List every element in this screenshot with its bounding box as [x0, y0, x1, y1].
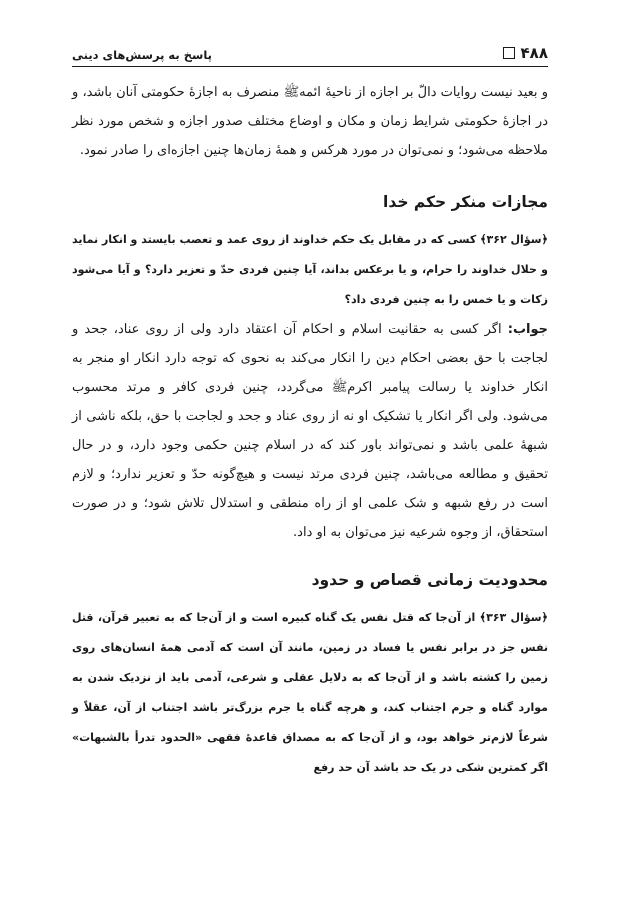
- section-heading-time-limit: محدودیت زمانی قصاص و حدود: [311, 571, 548, 589]
- section-heading-punishment-denier: مجازات منکر حکم خدا: [383, 193, 548, 211]
- page-number-block: [503, 44, 548, 62]
- question-363: ﴿سؤال ۳۶۳﴾ از آن‌جا که قتل نفس یک گناه کبیره است و از آن‌جا که به تعبیر قرآن، قتل نفس جز در برابر نفس یا فساد در زمین، مانند آن است که آدمی همهٔ انسان‌های روی زمین را کشته باشد و از آن‌جا که به دلایل عقلی و شرعی، آدمی باید از نزدیک شدن به موارد گناه و جرم اجتناب کند، و هرچه گناه یا جرم بزرگ‌تر باشد اجتناب از آن، عقلاً و شرعاً لازم‌تر خواهد بود، و از آن‌جا که به مصداق قاعدهٔ فقهی «الحدود تدرأ بالشبهات» اگر کمترین شکی در یک حد باشد آن حد رفع: [72, 611, 548, 774]
- running-title: پاسخ به پرسش‌های دینی: [72, 48, 212, 62]
- answer-362: [72, 315, 548, 547]
- page-body: [72, 78, 548, 783]
- question-362: ﴿سؤال ۳۶۲﴾ کسی که در مقابل یک حکم خداوند از روی عمد و تعصب بایستد و انکار نماید و حلال خداوند را حرام، و یا برعکس بداند، آیا چنین فردی حدّ و تعزیر دارد؟ و آیا می‌شود زکات و یا خمس را به چنین فردی داد؟: [72, 233, 548, 306]
- intro-paragraph: و بعید نیست روایات دالّ بر اجازه از ناحیهٔ ائمهﷺ منصرف به اجازهٔ حکومتی آنان باشد، و در اجازهٔ حکومتی شرایط زمان و مکان و اوضاع مختلف صدور اجازه و شخص مورد نظر ملاحظه می‌شود؛ و نمی‌توان در مورد هرکس و همهٔ زمان‌ها چنین اجازه‌ای را صادر نمود.: [72, 85, 548, 158]
- answer-text: اگر کسی به حقانیت اسلام و احکام آن اعتقاد دارد ولی از روی عناد، جحد و لجاجت با حق بعضی احکام دین را انکار می‌کند به نحوی که توجه دارد انکار او منجر به انکار خداوند یا رسالت پیامبر اکرمﷺ می‌گردد، چنین فردی کافر و مرتد محسوب می‌شود. ولی اگر انکار یا تشکیک او نه از روی عناد و جحد و لجاجت با حق، بلکه ناشی از شبههٔ علمی باشد و نمی‌تواند باور کند که در اسلام چنین حکمی وجود دارد، و در حال تحقیق و مطالعه می‌باشد، چنین فردی مرتد نیست و هیچ‌گونه حدّ و تعزیر ندارد؛ و لازم است در رفع شبهه و شک علمی او از راه منطقی و استدلال تلاش شود؛ و در صورت استحقاق، از وجوه شرعیه نیز می‌توان به او داد.: [72, 322, 548, 540]
- page-header: [72, 40, 548, 62]
- page-number: ۴۸۸: [520, 44, 548, 62]
- square-bullet-icon: [503, 47, 515, 59]
- answer-label: جواب:: [507, 322, 548, 337]
- header-divider: [72, 66, 548, 67]
